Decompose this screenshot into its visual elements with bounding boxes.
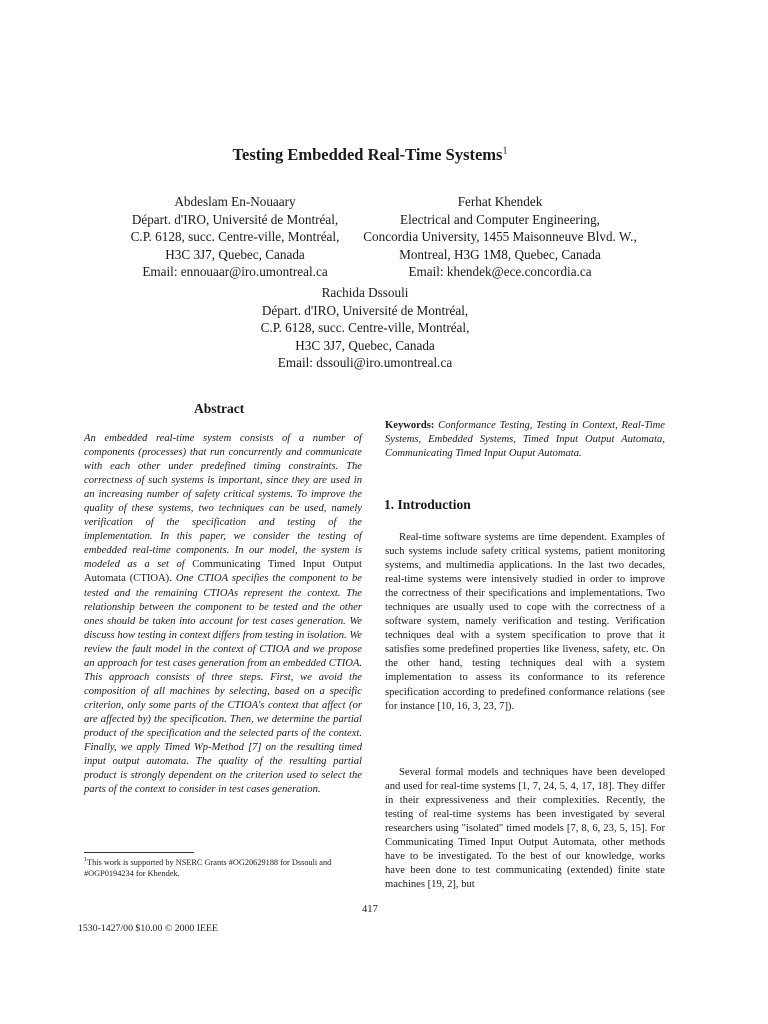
introduction-paragraph: Several formal models and techniques have been developed and used for real-time systems [1, 7, 24, 5, 4, 17, 18]. They differ in their expressiveness and their complexities. Recently, the testing of real-time systems has been investigated by several researchers using "isolated" timed models [7, 8, 6, 23, 5, 15]. For Communicating Timed Input Output Automata, other methods have to be investigated. To the best of our knowledge, works have been done to test communicating (extended) finite state machines [19, 2], but — [385, 767, 665, 891]
keywords-label: Keywords: — [385, 420, 435, 431]
footnote-divider — [84, 852, 194, 853]
introduction-heading: 1. Introduction — [384, 497, 471, 512]
paper-title: Testing Embedded Real-Time Systems$^1$ — [232, 145, 508, 164]
author-name: Rachida Dssouli — [321, 285, 409, 300]
introduction-paragraph: Real-time software systems are time dependent. Examples of such systems include safety critical systems, patient monitoring systems, and multimedia applications. In the last two decades, real-time systems were intensively studied in order to improve the correctness of their specifications and implementations. Two techniques are usually used to cope with the correctness of a software system, namely verification and testing. Verification techniques deal with a system specification to prove that it satisfies some predefined properties like liveness, safety, etc. On the other hand, testing techniques deal with a system implementation to assess its conformance to its reference specification according to predefined conformance relations (see for instance [10, 16, 3, 23, 7]). — [385, 532, 665, 712]
page-number: 417 — [362, 904, 378, 915]
title-footnote-mark: 1 — [502, 145, 508, 157]
author-affiliation-line: Départ. d'IRO, Université de Montréal, — [131, 211, 339, 227]
author-affiliation-line: Départ. d'IRO, Université de Montréal, — [261, 302, 469, 318]
copyright-line: 1530-1427/00 $10.00 © 2000 IEEE — [78, 923, 218, 934]
footnote-mark: 1 — [84, 857, 87, 863]
author-affiliation-line: C.P. 6128, succ. Centre-ville, Montréal, — [260, 320, 470, 335]
author-block-dssouli — [195, 284, 535, 372]
author-affiliation-line: Concordia University, 1455 Maisonneuve Blvd. W., — [363, 229, 637, 244]
abstract-text: An embedded real-time system consists of a number of components (processes) that run concurrently and communicate with each other under predefined timing constraints. The correctness of such systems is important, since they are used in an increasing number of safety critical systems. To improve the quality of these systems, two techniques can be used, namely verification of the specification and testing of the implementation. In this paper, we consider the testing of embedded real-time components. In our model, the system is modeled as a set of Communicating Timed Input Output Automata (CTIOA). One CTIOA specifies the component to be tested and the remaining CTIOAs represent the context. The relationship between the component to be tested and the other ones should be taken into account for test cases generation. We discuss how testing in context differs from testing in isolation. We review the fault model in the context of CTIOA and we propose an approach for test cases generation from an embedded CTIOA. This approach consists of three steps. First, we avoid the composition of all machines by selecting, based on a specific criterion, only some parts of the CTIOA's context that affect (or are affected by) the specification. Then, we determine the partial product of the specification and the selected parts of the context. Finally, we apply Timed Wp-Method [7] on the resulting timed input output automata. The quality of the resulting partial product is strongly dependent on the criterion used to select the parts of the context to consider in test cases generation. — [84, 433, 362, 796]
author-name: Ferhat Khendek — [457, 194, 543, 209]
author-affiliation-line: C.P. 6128, succ. Centre-ville, Montréal, — [130, 229, 340, 244]
keywords-block — [385, 419, 665, 461]
author-affiliation-line: H3C 3J7, Quebec, Canada — [165, 246, 305, 262]
keywords-text: Conformance Testing, Testing in Context, Real-Time Systems, Embedded Systems, Timed Input Output Automata, Communicating Timed Input Ouput Automata. — [385, 420, 665, 459]
author-block-khendek — [340, 193, 660, 281]
author-email: Email: ennouaar@iro.umontreal.ca — [142, 264, 328, 279]
author-email: Email: dssouli@iro.umontreal.ca — [277, 355, 453, 370]
author-affiliation-line: H3C 3J7, Quebec, Canada — [295, 337, 435, 353]
footnote: $^1$This work is supported by NSERC Grants #OG20629188 for Dssouli and #OGP0194234 for Khendek. — [84, 857, 332, 878]
author-affiliation-line: Electrical and Computer Engineering, — [400, 211, 600, 227]
author-email: Email: khendek@ece.concordia.ca — [408, 264, 592, 279]
abstract-heading: Abstract — [194, 401, 245, 416]
author-affiliation-line: Montreal, H3G 1M8, Quebec, Canada — [399, 246, 601, 262]
author-name: Abdeslam En-Nouaary — [174, 194, 296, 209]
